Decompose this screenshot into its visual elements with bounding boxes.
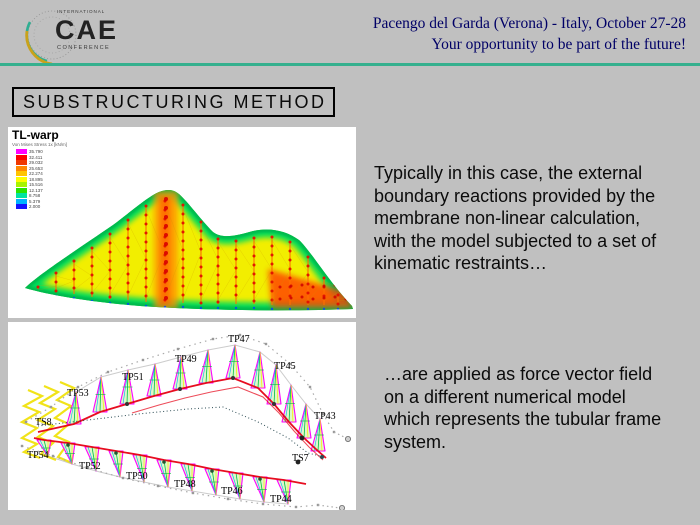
legend-value: 25.653 bbox=[29, 165, 43, 171]
logo-bottom-word: CONFERENCE bbox=[57, 45, 111, 51]
frame-node-label: TP51 bbox=[122, 372, 144, 383]
legend-value: 12.137 bbox=[29, 187, 43, 193]
paragraph-force-vector-field bbox=[384, 363, 661, 453]
membrane-contour-plot bbox=[8, 127, 356, 318]
event-location-line: Pacengo del Garda (Verona) - Italy, October 27-28 bbox=[372, 15, 686, 32]
legend-entry bbox=[16, 160, 43, 166]
legend-value: 35.790 bbox=[29, 149, 43, 155]
legend-color-swatch bbox=[16, 188, 27, 193]
logo-swoosh-icon bbox=[16, 2, 128, 64]
legend-value: 8.758 bbox=[29, 193, 41, 199]
para1-line: membrane non-linear calculation, bbox=[374, 208, 641, 228]
legend-color-swatch bbox=[16, 177, 27, 182]
legend-entry bbox=[16, 149, 43, 155]
frame-node-label: TP43 bbox=[314, 411, 336, 422]
membrane-figure-subtitle: Von Mises Stress 1x [kN/m] bbox=[12, 142, 68, 147]
frame-node-label: TP45 bbox=[274, 361, 296, 372]
frame-node-label: TP53 bbox=[67, 388, 89, 399]
header-text bbox=[373, 13, 686, 55]
membrane-figure-title: TL-warp bbox=[12, 128, 59, 142]
frame-node-label: TP47 bbox=[228, 334, 250, 345]
paragraph-membrane-reactions bbox=[374, 162, 656, 275]
legend-entry bbox=[16, 155, 43, 161]
legend-color-swatch bbox=[16, 199, 27, 204]
para2-line: on a different numerical model bbox=[384, 386, 626, 407]
legend-color-swatch bbox=[16, 160, 27, 165]
slide-title: SUBSTRUCTURING METHOD bbox=[23, 91, 327, 112]
legend-color-swatch bbox=[16, 182, 27, 187]
frame-node-label: TP48 bbox=[174, 479, 196, 490]
frame-node-label: TP50 bbox=[126, 471, 148, 482]
legend-entry bbox=[16, 171, 43, 177]
event-tagline: Your opportunity to be part of the future! bbox=[431, 36, 686, 53]
para2-line: which represents the tubular frame bbox=[384, 409, 662, 429]
logo-top-word: INTERNATIONAL bbox=[57, 9, 106, 14]
legend-value: 29.032 bbox=[29, 160, 43, 166]
legend-color-swatch bbox=[16, 204, 27, 209]
contour-legend bbox=[16, 149, 43, 210]
legend-color-swatch bbox=[16, 149, 27, 154]
legend-value: 15.516 bbox=[29, 182, 43, 188]
para1-line: with the model subjected to a set of bbox=[374, 230, 657, 251]
para2-line: system. bbox=[384, 431, 447, 452]
legend-color-swatch bbox=[16, 193, 27, 198]
logo-acronym: CAE bbox=[55, 15, 119, 45]
frame-node-label: TP46 bbox=[221, 486, 243, 497]
legend-color-swatch bbox=[16, 171, 27, 176]
frame-node-label: TP49 bbox=[175, 354, 197, 365]
cae-conference-logo bbox=[16, 2, 128, 64]
para2-line: …are applied as force vector field bbox=[384, 364, 653, 384]
legend-entry bbox=[16, 193, 43, 199]
legend-entry bbox=[16, 182, 43, 188]
frame-node-label: TS8 bbox=[35, 417, 52, 428]
legend-color-swatch bbox=[16, 166, 27, 171]
legend-value: 5.379 bbox=[29, 198, 41, 204]
membrane-stress-figure bbox=[8, 127, 356, 318]
legend-entry bbox=[16, 177, 43, 183]
legend-value: 32.411 bbox=[29, 154, 43, 160]
legend-entry bbox=[16, 204, 43, 210]
header-divider-line bbox=[0, 63, 700, 66]
legend-color-swatch bbox=[16, 155, 27, 160]
slide-title-box bbox=[12, 87, 335, 117]
legend-value: 22.274 bbox=[29, 171, 43, 177]
legend-entry bbox=[16, 188, 43, 194]
frame-node-label: TP52 bbox=[79, 461, 101, 472]
legend-value: 2.000 bbox=[29, 204, 41, 210]
frame-node-label: TS7 bbox=[292, 453, 309, 464]
frame-node-label: TP54 bbox=[27, 450, 49, 461]
legend-entry bbox=[16, 199, 43, 205]
para1-line: Typically in this case, the external bbox=[374, 163, 643, 183]
para1-line: kinematic restraints… bbox=[374, 253, 548, 273]
legend-entry bbox=[16, 166, 43, 172]
frame-node-label: TP44 bbox=[270, 494, 292, 505]
legend-value: 18.895 bbox=[29, 176, 43, 182]
para1-line: boundary reactions provided by the bbox=[374, 185, 656, 206]
tubular-frame-figure bbox=[8, 322, 356, 510]
